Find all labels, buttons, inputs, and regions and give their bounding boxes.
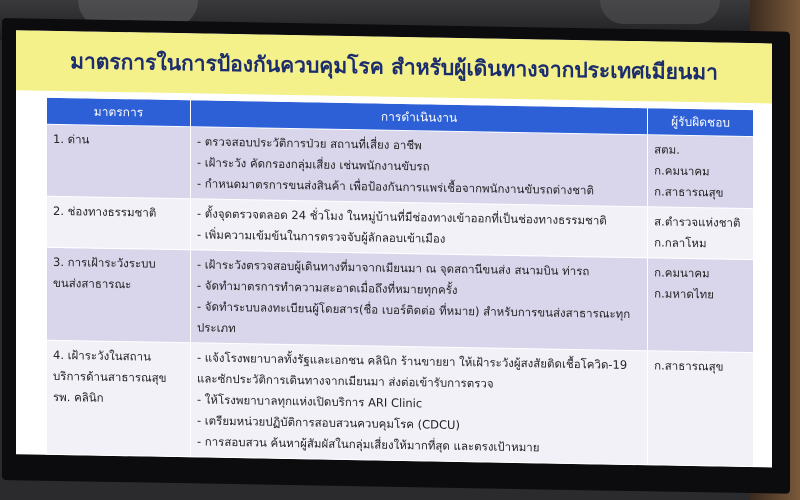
action-item: - กำหนดมาตรการขนส่งสินค้า เพื่อป้องกันการแพร่เชื้อจากพนักงานขับรถต่างชาติ <box>196 176 594 198</box>
action-cell <box>190 343 647 465</box>
measure-cell: 2. ช่องทางธรรมชาติ <box>47 196 191 250</box>
table-row <box>47 247 754 352</box>
responsible-cell <box>648 258 754 353</box>
table-row <box>47 340 754 466</box>
header-measure: มาตรการ <box>47 97 191 127</box>
responsible-agency: ก.สาธารณสุข <box>654 184 724 200</box>
responsible-cell <box>648 135 754 209</box>
header-action: การดำเนินงาน <box>190 100 647 135</box>
responsible-agency: ก.มหาดไทย <box>654 286 714 302</box>
ceiling-lamp <box>600 0 720 24</box>
tv-screen-frame <box>2 18 790 494</box>
action-item: - แจ้งโรงพยาบาลทั้งรัฐและเอกชน คลินิก ร้านขายยา ให้เฝ้าระวังผู้สงสัยติดเชื้อโควิด-19 และซักประวัติการเดินทางจากเมียนมา ส่งต่อเข้ารับการตรวจ <box>196 350 628 391</box>
action-item: - เตรียมหน่วยปฏิบัติการสอบสวนควบคุมโรค (CDCU) <box>196 413 460 432</box>
action-item: - การสอบสวน ค้นหาผู้สัมผัสในกลุ่มเสี่ยงให้มากที่สุด และตรงเป้าหมาย <box>196 434 540 455</box>
measure-cell: 3. การเฝ้าระวังระบบขนส่งสาธารณะ <box>47 247 191 343</box>
action-cell <box>190 199 647 258</box>
action-item: - ให้โรงพยาบาลทุกแห่งเปิดบริการ ARI Clinic <box>196 392 423 411</box>
action-cell <box>190 250 647 351</box>
table-row <box>47 124 754 208</box>
responsible-agency: ก.สาธารณสุข <box>654 358 724 374</box>
slide-title-band <box>16 30 772 103</box>
responsible-agency: ก.คมนาคม <box>654 265 710 281</box>
responsible-cell <box>648 351 754 467</box>
action-item: - เฝ้าระวัง คัดกรองกลุ่มเสี่ยง เช่นพนักงานขับรถ <box>196 155 430 174</box>
action-item: - เพิ่มความเข้มข้นในการตรวจจับผู้ลักลอบเข้าเมือง <box>196 227 446 246</box>
action-item: - ตรวจสอบประวัติการป่วย สถานที่เสี่ยง อาชีพ <box>196 134 422 153</box>
action-cell <box>190 127 647 207</box>
measure-cell: 4. เฝ้าระวังในสถานบริการด้านสาธารณสุข รพ. คลินิก <box>47 340 191 457</box>
action-item: - ตั้งจุดตรวจตลอด 24 ชั่วโมง ในหมู่บ้านที่มีช่องทางเข้าออกที่เป็นช่องทางธรรมชาติ <box>196 206 607 228</box>
action-item: - จัดทำระบบลงทะเบียนผู้โดยสาร(ชื่อ เบอร์ติดต่อ ที่หมาย) สำหรับการขนส่งสาธารณะทุกประเภท <box>196 299 631 336</box>
presentation-slide <box>16 30 772 467</box>
responsible-cell <box>648 207 754 260</box>
measure-cell: 1. ด่าน <box>47 124 191 199</box>
responsible-agency: สตม. <box>654 142 680 157</box>
header-responsible: ผู้รับผิดชอบ <box>648 108 754 137</box>
slide-title: มาตรการในการป้องกันควบคุมโรค สำหรับผู้เดินทางจากประเทศเมียนมา <box>70 48 718 84</box>
responsible-agency: ก.คมนาคม <box>654 163 710 179</box>
action-item: - จัดทำมาตรการทำความสะอาดเมื่อถึงที่หมายทุกครั้ง <box>196 278 458 297</box>
measures-table <box>46 97 754 467</box>
responsible-agency: ส.ตำรวจแห่งชาติ <box>654 214 741 230</box>
responsible-agency: ก.กลาโหม <box>654 235 707 251</box>
action-item: - เฝ้าระวังตรวจสอบผู้เดินทางที่มาจากเมียนมา ณ จุดสถานีขนส่ง สนามบิน ท่ารถ <box>196 257 590 279</box>
